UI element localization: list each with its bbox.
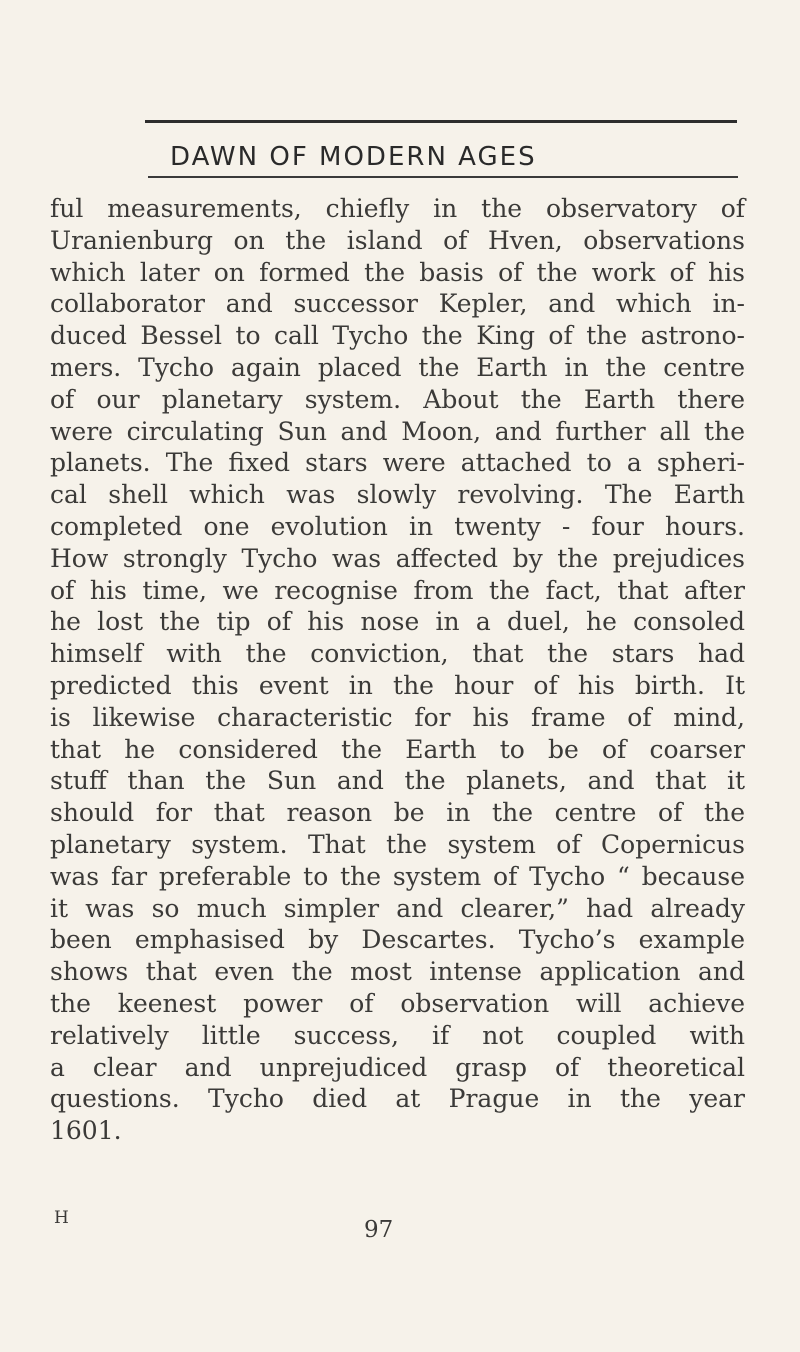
text-line: planets. The fixed stars were attached to a spheri-: [50, 448, 745, 478]
signature-mark: H: [54, 1208, 69, 1228]
text-line: he lost the tip of his nose in a duel, he consoled: [50, 607, 745, 637]
text-line: completed one evolution in twenty - four hours.: [50, 511, 745, 541]
text-line: which later on formed the basis of the work of his: [50, 257, 745, 287]
top-rule: [145, 120, 737, 123]
page-number: 97: [364, 1217, 394, 1243]
text-line: questions. Tycho died at Prague in the year: [50, 1084, 745, 1114]
text-line: a clear and unprejudiced grasp of theoretical: [50, 1052, 745, 1082]
text-line: stuff than the Sun and the planets, and that it: [50, 766, 745, 796]
running-head: DAWN OF MODERN AGES: [170, 142, 537, 172]
text-line: duced Bessel to call Tycho the King of the astrono-: [50, 321, 745, 351]
text-line: been emphasised by Descartes. Tycho’s example: [50, 925, 745, 955]
text-line: collaborator and successor Kepler, and which in-: [50, 289, 745, 319]
text-line: should for that reason be in the centre of the: [50, 798, 745, 828]
text-line: cal shell which was slowly revolving. The Earth: [50, 480, 745, 510]
text-line: predicted this event in the hour of his birth. It: [50, 670, 745, 700]
text-line: planetary system. That the system of Copernicus: [50, 829, 745, 859]
text-line: Uranienburg on the island of Hven, observations: [50, 225, 745, 255]
text-line: were circulating Sun and Moon, and further all the: [50, 416, 745, 446]
text-line: is likewise characteristic for his frame of mind,: [50, 702, 745, 732]
text-line: 1601.: [50, 1116, 122, 1146]
text-line: of his time, we recognise from the fact, that after: [50, 575, 745, 605]
text-line: of our planetary system. About the Earth there: [50, 384, 745, 414]
text-line: that he considered the Earth to be of coarser: [50, 734, 745, 764]
body-text: [50, 193, 745, 1147]
text-line: it was so much simpler and clearer,” had already: [50, 893, 745, 923]
text-line: the keenest power of observation will achieve: [50, 988, 745, 1018]
text-line: relatively little success, if not coupled with: [50, 1020, 745, 1050]
text-line: How strongly Tycho was affected by the prejudices: [50, 543, 745, 573]
text-line: mers. Tycho again placed the Earth in the centre: [50, 352, 745, 382]
text-line: shows that even the most intense application and: [50, 957, 745, 987]
text-line: ful measurements, chiefly in the observatory of: [50, 194, 745, 223]
text-line: himself with the conviction, that the stars had: [50, 639, 745, 669]
text-line: was far preferable to the system of Tycho “ because: [50, 861, 745, 891]
header-rule: [148, 176, 738, 178]
